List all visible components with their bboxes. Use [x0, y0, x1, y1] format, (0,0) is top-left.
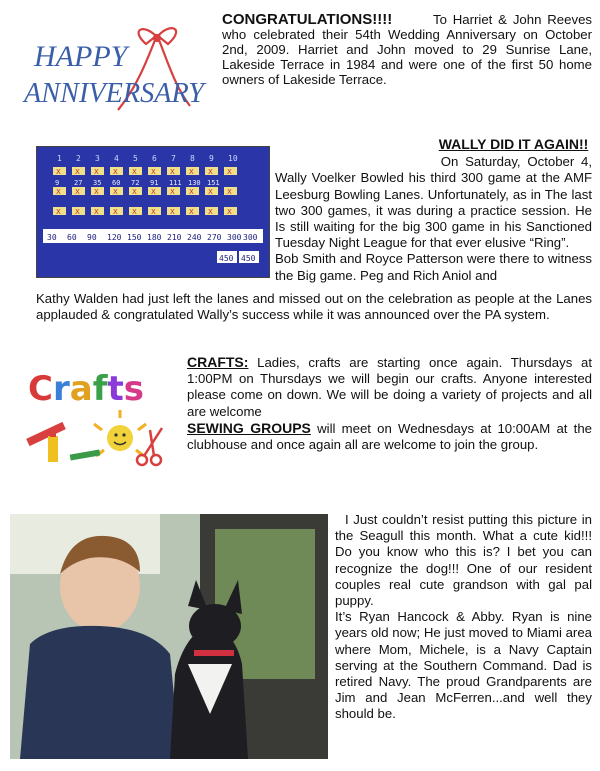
bowling-article — [275, 136, 592, 284]
anniversary-article — [222, 12, 592, 87]
boy-with-dog-photo — [10, 514, 328, 759]
small-total: 450 — [241, 254, 256, 263]
row-number: 130 — [188, 179, 201, 187]
strike-mark: X — [113, 208, 118, 216]
bowling-scoreboard-image — [36, 146, 270, 278]
seagull-para1: I Just couldn’t resist putting this picture in the Seagull this month. What a cute kid!!! Do you know who this is? I bet you can recognize the dog!!! One of our resident couples real cute grandson with gal pal puppy. — [335, 512, 592, 609]
seagull-para2: It’s Ryan Hancock & Abby. Ryan is nine years old now; He just moved to Miami area where Mom, Michele, is a Navy Captain serving at the Southern Command. Dad is retired Navy. The proud Grandparents are Jim and Jean McFerren...and well they should be. — [335, 609, 592, 722]
scoreboard-graphic — [37, 147, 269, 277]
seagull-article — [335, 512, 592, 723]
strike-mark: X — [170, 188, 175, 196]
strike-mark: X — [75, 168, 80, 176]
row-number: 9 — [55, 179, 60, 187]
bowling-article-continued: Kathy Walden had just left the lanes and missed out on the celebration as people at the Lanes applauded & congratulated Wally’s success while it was announced over the PA system. — [36, 291, 592, 323]
strike-mark: X — [113, 168, 118, 176]
strike-mark: X — [94, 168, 99, 176]
strike-mark: X — [132, 208, 137, 216]
scissors-icon — [137, 428, 162, 465]
frame-number: 1 — [57, 154, 62, 163]
bowling-headline: WALLY DID IT AGAIN!! — [438, 136, 589, 152]
pencil-icon — [70, 449, 101, 460]
strike-mark: X — [75, 188, 80, 196]
row-number: 60 — [112, 179, 121, 187]
row-number: 151 — [207, 179, 220, 187]
strike-mark: X — [75, 208, 80, 216]
running-score: 120 — [107, 233, 122, 242]
running-score: 30 — [47, 233, 57, 242]
sewing-headline: SEWING GROUPS — [187, 419, 311, 436]
strike-mark: X — [151, 208, 156, 216]
strike-mark: X — [56, 168, 61, 176]
frame-number: 6 — [152, 154, 157, 163]
crafts-headline: CRAFTS: — [187, 354, 249, 370]
strike-mark: X — [227, 188, 232, 196]
strike-mark: X — [151, 188, 156, 196]
strike-mark: X — [189, 168, 194, 176]
bowling-body-part1: On Saturday, October 4, Wally Voelker Bowled his third 300 game at the AMF Leesburg Bowling Lanes. Unfortunately, as in The last two 300 games, it was during a practice session. He Is still waiting for the big 300 game in his Sanctioned Tuesday Night League for that ever elusive “Ring”. — [275, 154, 592, 251]
crafts-clipart — [10, 360, 178, 470]
strike-mark: X — [94, 188, 99, 196]
frame-number: 9 — [209, 154, 214, 163]
running-score: 270 — [207, 233, 222, 242]
strike-mark: X — [189, 188, 194, 196]
running-score: 180 — [147, 233, 162, 242]
running-score: 210 — [167, 233, 182, 242]
frame-number: 7 — [171, 154, 176, 163]
logo-line2: ANNIVERSARY — [21, 78, 208, 109]
sun-icon — [94, 410, 146, 456]
row-number: 111 — [169, 179, 182, 187]
running-score: 300 — [227, 233, 242, 242]
strike-mark: X — [227, 168, 232, 176]
running-score: 60 — [67, 233, 77, 242]
frame-number: 10 — [228, 154, 238, 163]
crafts-logo-text: Crafts — [28, 369, 144, 409]
strike-mark: X — [227, 208, 232, 216]
crafts-body: Ladies, crafts are starting once again. Thursdays at 1:00PM on Thursdays we will begin our crafts. Anyone interested please come on down. We will be doing a variety of projects and all are welcome — [187, 355, 592, 419]
frame-number: 5 — [133, 154, 138, 163]
frame-number: 2 — [76, 154, 81, 163]
frame-number: 4 — [114, 154, 119, 163]
sewing-body: will meet on Wednesdays at 10:00AM at the clubhouse and once again all are welcome to join the group. — [187, 420, 592, 453]
row-number: 27 — [74, 179, 83, 187]
strike-mark: X — [208, 208, 213, 216]
running-score: 240 — [187, 233, 202, 242]
row-number: 91 — [150, 179, 159, 187]
frame-number: 3 — [95, 154, 100, 163]
small-total: 450 — [219, 254, 234, 263]
strike-mark: X — [56, 208, 61, 216]
row-number: 72 — [131, 179, 140, 187]
strike-mark: X — [94, 208, 99, 216]
strike-mark: X — [208, 188, 213, 196]
total-score: 300 — [243, 233, 258, 242]
bowling-body-part2: Bob Smith and Royce Patterson were there to witness the Big game. Peg and Rich Aniol and — [275, 251, 592, 283]
strike-mark: X — [170, 208, 175, 216]
anniversary-headline: CONGRATULATIONS!!!! — [222, 11, 393, 28]
strike-mark: X — [132, 168, 137, 176]
anniversary-body: To Harriet & John Reeves who celebrated their 54th Wedding Anniversary on October 2nd, 2009. Harriet and John moved to 29 Sunrise Lane, Lakeside Terrace in 1984 and were one of the first 50 home owners of Lakeside Terrace. — [222, 12, 592, 87]
running-score: 90 — [87, 233, 97, 242]
running-score: 150 — [127, 233, 142, 242]
strike-mark: X — [189, 208, 194, 216]
strike-mark: X — [113, 188, 118, 196]
frame-number: 8 — [190, 154, 195, 163]
strike-mark: X — [208, 168, 213, 176]
crayon-icon — [26, 422, 66, 446]
strike-mark: X — [56, 188, 61, 196]
strike-mark: X — [132, 188, 137, 196]
strike-mark: X — [151, 168, 156, 176]
happy-anniversary-logo — [18, 18, 213, 118]
logo-line1: HAPPY — [34, 40, 128, 73]
strike-mark: X — [170, 168, 175, 176]
row-number: 35 — [93, 179, 102, 187]
crafts-article — [187, 354, 592, 453]
